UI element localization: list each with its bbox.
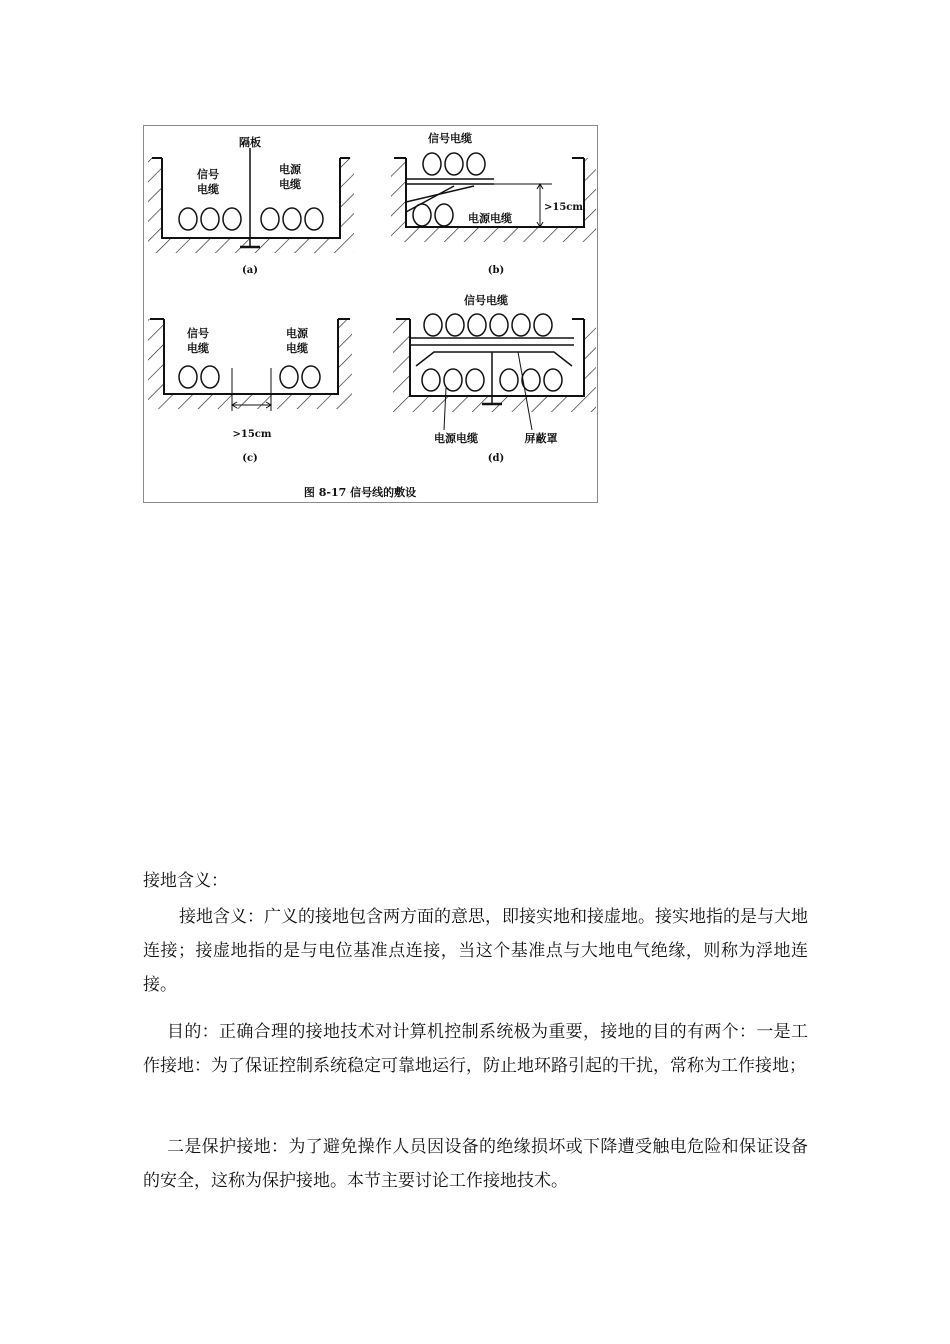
panel-a-right-label-2: 电缆 bbox=[279, 178, 301, 191]
paragraph-purpose: 目的：正确合理的接地技术对计算机控制系统极为重要，接地的目的有两个：一是工作接地：为了保证控制系统稳定可靠地运行，防止地环路引起的干扰，常称为工作接地； bbox=[143, 1022, 808, 1076]
panel-c-trench-hatch bbox=[148, 319, 352, 409]
panel-b-tag: (b) bbox=[487, 265, 505, 276]
panel-d-trench-hatch bbox=[393, 319, 596, 412]
panel-d-tag: (d) bbox=[487, 453, 505, 464]
panel-b-signal-label: 信号电缆 bbox=[428, 132, 472, 145]
shield-cover bbox=[416, 352, 572, 366]
panel-c-right-label-2: 电缆 bbox=[286, 342, 308, 355]
panel-a bbox=[148, 135, 354, 276]
panel-c-cables bbox=[179, 366, 320, 388]
figure-caption: 图 8-17 信号线的敷设 bbox=[303, 486, 417, 499]
panel-c-left-label-2: 电缆 bbox=[187, 342, 209, 355]
panel-b-power-label: 电源电缆 bbox=[468, 212, 512, 225]
panel-b bbox=[391, 131, 596, 276]
cable-layout-figure bbox=[143, 125, 598, 503]
panel-c-left-label-1: 信号 bbox=[187, 327, 209, 340]
panel-c-distance-label: >15cm bbox=[232, 429, 272, 440]
panel-d-power-label: 电源电缆 bbox=[434, 432, 478, 445]
panel-a-left-label-1: 信号 bbox=[197, 168, 219, 181]
panel-a-cables bbox=[179, 208, 323, 230]
panel-b-distance-label: >15cm bbox=[544, 202, 583, 213]
partition-label: 隔板 bbox=[239, 136, 261, 149]
panel-b-signal-cables bbox=[423, 153, 485, 175]
panel-b-power-cables bbox=[413, 204, 453, 226]
panel-c bbox=[148, 319, 352, 464]
panel-d bbox=[393, 293, 596, 464]
panel-d-signal-label: 信号电缆 bbox=[464, 294, 508, 307]
panel-d-shield-label: 屏蔽罩 bbox=[524, 432, 558, 445]
section-heading: 接地含义： bbox=[143, 871, 228, 891]
panel-b-trench-hatch bbox=[391, 158, 596, 242]
panel-a-left-label-2: 电缆 bbox=[197, 183, 219, 196]
panel-c-tag: (c) bbox=[242, 453, 258, 464]
paragraph-protective-grounding: 二是保护接地：为了避免操作人员因设备的绝缘损坏或下降遭受触电危险和保证设备的安全，这称为保护接地。本节主要讨论工作接地技术。 bbox=[143, 1137, 808, 1191]
panel-d-trench-wall bbox=[410, 319, 584, 396]
panel-a-trench-wall bbox=[162, 158, 340, 238]
panel-d-signal-cables bbox=[424, 314, 552, 336]
panel-c-right-label-1: 电源 bbox=[286, 327, 308, 340]
paragraph-definition: 接地含义：广义的接地包含两方面的意思，即接实地和接虚地。接实地指的是与大地连接；接虚地指的是与电位基准点连接，当这个基准点与大地电气绝缘，则称为浮地连接。 bbox=[143, 907, 808, 995]
panel-a-right-label-1: 电源 bbox=[279, 163, 301, 176]
figure-drawing bbox=[144, 126, 599, 504]
panel-a-tag: (a) bbox=[242, 265, 258, 276]
